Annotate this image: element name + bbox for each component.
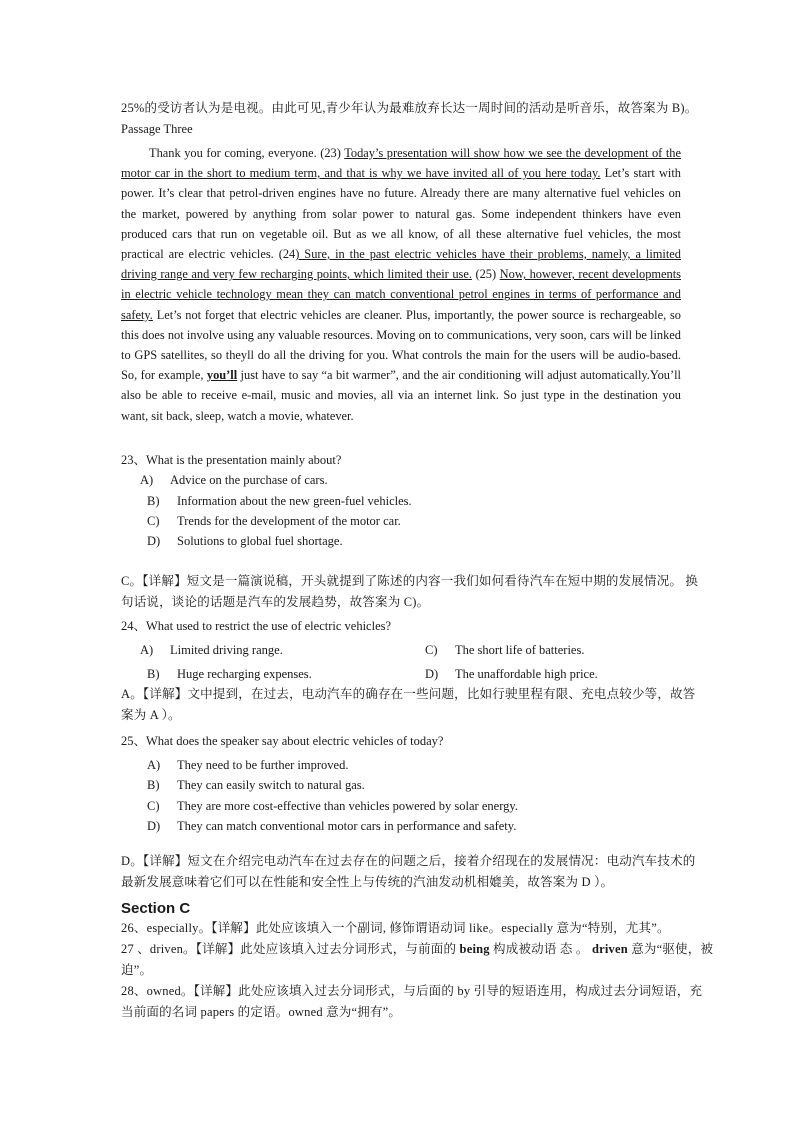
q24-answer-line-2: 案为 A ）。 xyxy=(121,708,181,722)
q24-option-a: A) Limited driving range. xyxy=(140,643,283,657)
q23-option-c: C) Trends for the development of the motor car. xyxy=(147,514,401,528)
passage-text-4: Let’s not forget that electric vehicles are cleaner. Plus, importantly, the power source is rechargeable, so this does not involve using any valuable resources. Moving on to communications, very soon, cars will be linked to GPS satellites, so theyll do all the driving for you. What controls the main for the users will be audio-based. So, for example, xyxy=(121,307,681,383)
passage-underline-23: Today’s presentation will show how we see the development of the motor car in the short to medium term, and that is why we have invited all of you here today. xyxy=(121,146,681,181)
passage-text-5: just have to say “a bit warmer”, and the air conditioning will adjust automatically.You’ll also be able to receive e-mail, music and movies, all via an internet link. So just type in the destination you want, sit back, sleep, watch a movie, whatever. xyxy=(121,368,681,423)
passage-text-1: Thank you for coming, everyone. (23) xyxy=(149,146,345,160)
question-24: 24、What used to restrict the use of electric vehicles? xyxy=(121,619,392,633)
q24-answer-line-1: A。【详解】文中提到，在过去，电动汽车的确存在一些问题，比如行驶里程有限、充电点较少等，故答 xyxy=(121,687,696,701)
passage-three-text xyxy=(121,143,681,426)
answer-22-tail: 25%的受访者认为是电视。由此可见,青少年认为最难放弃长达一周时间的活动是听音乐，故答案为 B)。 xyxy=(121,101,698,115)
answer-27-line-1: 27 、driven。【详解】此处应该填入过去分词形式，与前面的 being 构成被动语 态 。 driven 意为“驱使，被 xyxy=(121,942,714,956)
passage-underline-24: ) Sure, in the past electric vehicles have their problems, namely, a limited driving range and very few recharging points, which limited their use. xyxy=(121,247,681,282)
passage-text-2: Let’s start with power. It’s clear that petrol-driven engines have no future. Already there are many alternative fuel vehicles on the market, powered by anything from solar power to natural gas. Some independent thinkers have even produced cars that run on vegetable oil. But as we all know, of all these alternative fuel vehicles, the most practical are electric vehicles. (24 xyxy=(121,166,681,262)
answer-27-line-2: 迫”。 xyxy=(121,963,153,977)
q25-option-c: C) They are more cost-effective than vehicles powered by solar energy. xyxy=(147,799,518,813)
q25-answer-line-2: 最新发展意味着它们可以在性能和安全性上与传统的汽油发动机相媲美，故答案为 D ）。 xyxy=(121,875,614,889)
q23-answer-line-1: C。【详解】短文是一篇演说稿，开头就提到了陈述的内容一我们如何看待汽车在短中期的发展情况。 换 xyxy=(121,574,699,588)
q25-option-a: A) They need to be further improved. xyxy=(147,758,349,772)
q23-option-b: B) Information about the new green-fuel vehicles. xyxy=(147,494,412,508)
q25-option-d: D) They can match conventional motor cars in performance and safety. xyxy=(147,819,517,833)
passage-emphasis-youll: you’ll xyxy=(206,368,238,383)
question-25: 25、What does the speaker say about electric vehicles of today? xyxy=(121,734,444,748)
question-23: 23、What is the presentation mainly about? xyxy=(121,453,342,467)
section-c-heading: Section C xyxy=(121,900,191,917)
q24-option-b: B) Huge recharging expenses. xyxy=(147,667,312,681)
answer-28-line-1: 28、owned。【详解】此处应该填入过去分词形式，与后面的 by 引导的短语连用，构成过去分词短语，充 xyxy=(121,984,703,998)
q23-option-a: A) Advice on the purchase of cars. xyxy=(140,473,328,487)
q24-option-c: C) The short life of batteries. xyxy=(425,643,585,657)
passage-text-3: (25) xyxy=(471,267,500,282)
passage-underline-25: Now, however, recent developments in electric vehicle technology mean they can match conventional petrol engines in terms of performance and safety. xyxy=(121,267,681,322)
answer-26: 26、especially。【详解】此处应该填入一个副词, 修饰谓语动词 like。especially 意为“特别，尤其”。 xyxy=(121,921,670,935)
q24-option-d: D) The unaffordable high price. xyxy=(425,667,598,681)
q25-option-b: B) They can easily switch to natural gas. xyxy=(147,778,365,792)
q23-option-d: D) Solutions to global fuel shortage. xyxy=(147,534,343,548)
q25-answer-line-1: D。【详解】短文在介绍完电动汽车在过去存在的问题之后，接着介绍现在的发展情况：电动汽车技术的 xyxy=(121,854,696,868)
q23-answer-line-2: 句话说，谈论的话题是汽车的发展趋势，故答案为 C)。 xyxy=(121,595,430,609)
answer-28-line-2: 当前面的名词 papers 的定语。owned 意为“拥有”。 xyxy=(121,1005,402,1019)
passage-title: Passage Three xyxy=(121,122,193,136)
